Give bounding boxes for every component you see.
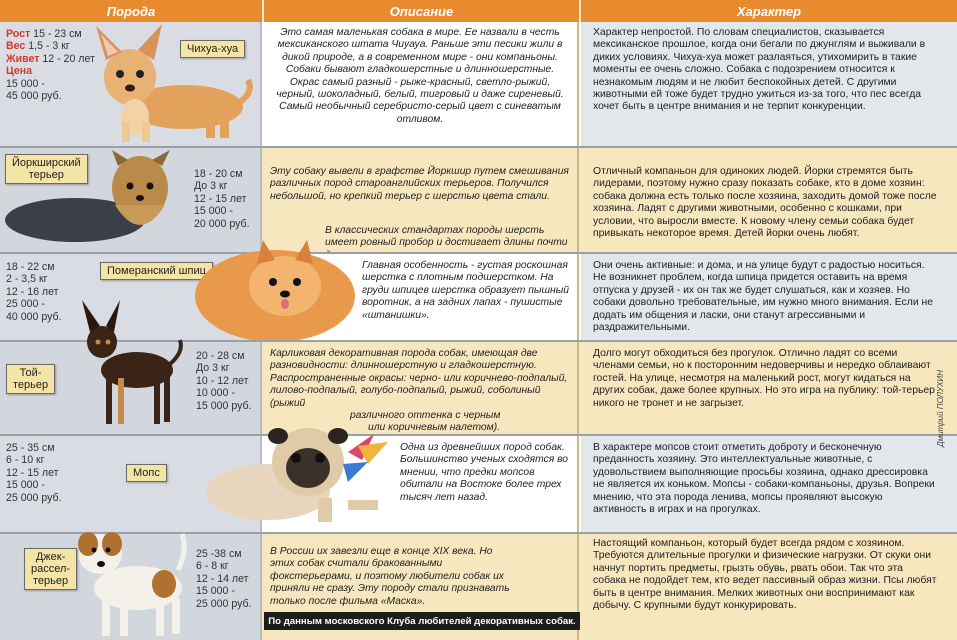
yorkie-description-1: Эту собаку вывели в графстве Йоркшир путем смешивания различных пород староанглийских терьеров. Получился небольшой, но крепкий терьер с шерстью цвета стали. xyxy=(270,166,569,202)
price-from: 15 000 - xyxy=(6,77,45,90)
name-tag-line: терьер xyxy=(28,169,64,181)
pug-character: В характере мопсов стоит отметить доброту и бесконечную преданность хозяину. Это интеллектуальные животные, с удовольствием выполняющие просьбы хозяина, однако дрессировка не является их коньком. Мопсы - собаки-компаньоны, друзья. Вопреки мнению, что эта порода ленива, мопсы проявляют высокую активность в играх и на прогулках. xyxy=(593,442,935,516)
stat-height: 25 - 35 см xyxy=(6,442,55,454)
name-tag-pomeranian: Померанский шпиц xyxy=(100,262,213,280)
name-tag-chihuahua: Чихуа-хуа xyxy=(180,40,245,58)
stat-weight: 6 - 8 кг xyxy=(196,560,229,573)
stat-height: 25 -38 см xyxy=(196,548,242,560)
stat-label: Рост xyxy=(6,28,31,40)
stat-lifespan: 10 - 12 лет xyxy=(196,374,249,387)
stat-value: 12 - 20 лет xyxy=(42,52,95,65)
stat-price-from: 25 000 - xyxy=(6,298,45,311)
chihuahua-character: Характер непростой. По словам специалистов, сказывается мексиканское прошлое, когда они бегали по джунглям и выживали в диких условиях. Чихуа-хуа может разлаяться, утихомирить в такие моменты ее очень сложно. Собака с подозрением относится к незнакомым людям и не любит беспокойных детей. С другими животными ей тоже будет трудно ужиться из-за того, что пес всегда хочет быть в центре внимания и не терпит конкуренции. xyxy=(593,27,926,113)
pug-stats xyxy=(6,442,62,504)
stat-weight: До 3 кг xyxy=(196,362,230,375)
toy-terrier-description-2: различного оттенка с черным xyxy=(350,410,501,421)
name-tag-toy-terrier xyxy=(6,364,55,394)
stat-price-from: 15 000 - xyxy=(6,479,45,492)
price-to: 45 000 руб. xyxy=(6,90,62,103)
name-tag-line: терьер xyxy=(32,575,69,587)
row-chihuahua xyxy=(0,22,957,146)
stat-lifespan: 12 - 15 лет xyxy=(194,192,247,205)
row-yorkshire-terrier xyxy=(0,148,957,252)
stat-label: Цена xyxy=(6,65,33,78)
stat-weight: До 3 кг xyxy=(194,180,228,193)
stat-height: 18 - 20 см xyxy=(194,168,243,180)
chihuahua-description: Это самая маленькая собака в мире. Ее назвали в честь мексиканского штата Чиуауа. Раньше эти песики жили в дикой природе, а в современном мире - они компаньоны. Собаки бывают гладкошерстные и длинношерстные. Окрас самый разный - рыже-красный, светло-рыжий, черный, шоколадный, белый, тигровый и даже сиреневый. Самый необычный серебристо-серый цвет с синеватым отливом. xyxy=(276,27,564,125)
stat-price-from: 10 000 - xyxy=(196,387,235,400)
name-tag-line: рассел- xyxy=(31,563,71,575)
stat-price-from: 15 000 - xyxy=(194,205,233,218)
stat-height: 20 - 28 см xyxy=(196,350,245,362)
jack-russell-stats xyxy=(196,548,252,610)
jack-russell-terrier-image xyxy=(60,504,195,640)
stat-value: 15 - 23 см xyxy=(33,28,82,40)
toy-terrier-description-3: или коричневым налетом). xyxy=(368,422,500,433)
toy-terrier-description-1: Карликовая декоративная порода собак, имеющая две разновидности: длинношерстную и гладкошерстную. Распространенные окрасы: черно- или коричнево-подпалый, лилово-подпалый, голубо-подпалый, рыжий, соболиный (рыжий xyxy=(270,348,568,409)
stat-price-to: 40 000 руб. xyxy=(6,310,62,323)
name-tag-yorkshire-terrier xyxy=(5,154,88,184)
pug-description: Одна из древнейших пород собак. Большинство ученых сходятся во мнении, что предки мопсов обитали на Востоке более трех тысяч лет назад. xyxy=(400,442,569,503)
stat-price-to: 25 000 руб. xyxy=(6,491,62,504)
name-tag-jack-russell-terrier xyxy=(24,548,77,590)
row-toy-terrier xyxy=(0,342,957,434)
toy-terrier-character: Долго могут обходиться без прогулок. Отлично ладят со всеми членами семьи, но к посторонним недоверчивы и нередко облаивают гостей. На улице, несмотря на маленький рост, могут кидаться на других собак, даже более крупных. Но это игра на публику: той-терьер никого не тронет и не загрызет. xyxy=(593,348,935,409)
stat-price-from: 15 000 - xyxy=(196,585,235,598)
stat-label: Живет xyxy=(6,52,40,65)
stat-weight: 2 - 3,5 кг xyxy=(6,273,48,286)
name-tag-line: Джек- xyxy=(35,551,66,563)
pomeranian-character: Они очень активные: и дома, и на улице будут с радостью носиться. Не возникнет проблем, когда шпица придется оставить на время отпуска у друзей - их он так же будет слушаться, как и хозяев. Но собаки довольно требовательные, им нужно много внимания. Если не додать им общения и ласки, они станут агрессивными и раздражительными. xyxy=(593,260,934,334)
stat-lifespan: 12 - 16 лет xyxy=(6,285,59,298)
header-description: Описание xyxy=(264,0,579,22)
jack-russell-description: В России их завезли еще в конце XIX века. Но этих собак считали бракованными фокстерьерами, и поэтому любители собак их приняли не сразу. Эту породу стали признавать только после фильма «Маска». xyxy=(270,546,510,607)
jack-russell-character: Настоящий компаньон, который будет всегда рядом с хозяином. Требуются длительные прогулки и физические нагрузки. От скуки они начнут портить предметы, грызть обувь, рвать обои. Так что эта собака не подойдет тем, кто ведет пассивный образ жизни. Псы любят быть в центре внимания. Мелких животных они воспринимают как добычу. С крупными будут конкурировать. xyxy=(593,538,937,612)
photo-credit: Дмитрий ПОЛУХИН xyxy=(936,370,945,447)
stat-price-to: 25 000 руб. xyxy=(196,597,252,610)
stat-value: 1,5 - 3 кг xyxy=(28,40,70,53)
stat-lifespan: 12 - 14 лет xyxy=(196,572,249,585)
stat-label: Вес xyxy=(6,40,26,53)
pomeranian-stats xyxy=(6,261,62,323)
yorkie-stats xyxy=(194,168,250,230)
yorkie-description-2: В классических стандартах породы шерсть имеет ровный пробор и достигает длины почти xyxy=(325,225,568,249)
stat-price-to: 20 000 руб. xyxy=(194,217,250,230)
stat-weight: 6 - 10 кг xyxy=(6,454,45,467)
pug-image xyxy=(196,399,398,532)
name-tag-line: Той- xyxy=(19,367,42,379)
name-tag-line: Йоркширский xyxy=(12,157,81,169)
toy-terrier-image xyxy=(62,292,192,432)
name-tag-line: терьер xyxy=(13,379,49,391)
source-footer: По данным московского Клуба любителей декоративных собак. xyxy=(264,612,580,630)
header-character: Характер xyxy=(581,0,957,22)
name-tag-pug: Мопс xyxy=(126,464,167,482)
stat-price-to: 15 000 руб. xyxy=(196,399,252,412)
pomeranian-description: Главная особенность - густая роскошная шерстка с плотным подшерстком. На груди шпицев шерстка образует пышный воротник, а на задних лапах - пушистые «штанишки». xyxy=(362,260,570,321)
stat-lifespan: 12 - 15 лет xyxy=(6,466,59,479)
yorkie-character: Отличный компаньон для одиноких людей. Йорки стремятся быть лидерами, поэтому нужно сразу показать собаке, кто в доме хозяин: собака должна есть только после хозяина, заходить домой тоже после хозяина. Ладят с другими животными, особенно с кошками, при условии, что выросли вместе. К новому члену семьи собака будет привыкать некоторое время. Детей йорки очень любят. xyxy=(593,166,937,240)
stat-height: 18 - 22 см xyxy=(6,261,55,273)
header-breed: Порода xyxy=(0,0,262,22)
